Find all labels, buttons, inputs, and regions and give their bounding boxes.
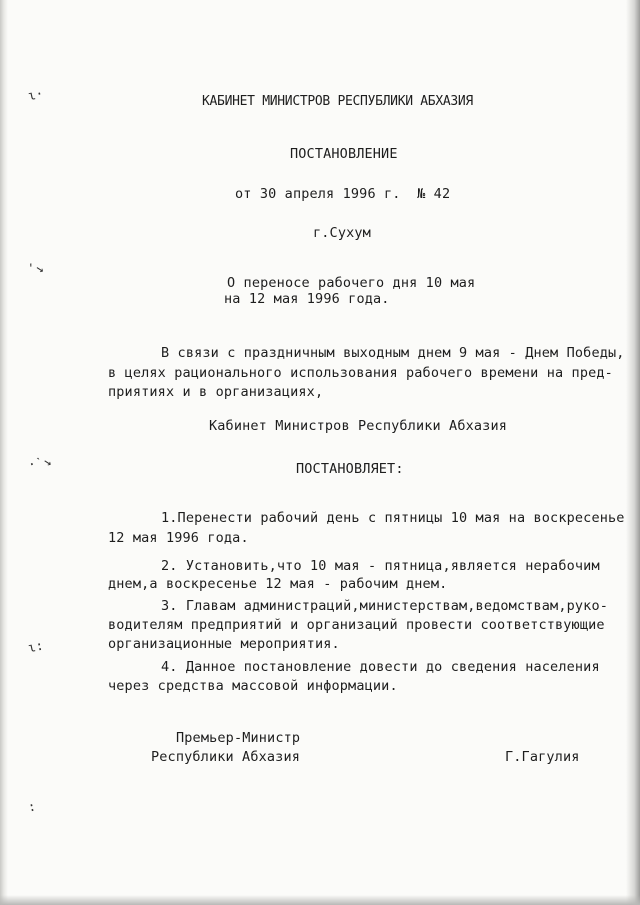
- subject-line-2: на 12 мая 1996 года.: [224, 291, 390, 307]
- item-4-line-2: через средства массовой информации.: [108, 678, 398, 694]
- preamble-line-3: приятиях и в организациях,: [108, 384, 324, 400]
- signatory-name: Г.Гагулия: [505, 749, 580, 765]
- scan-edge-left: [0, 0, 8, 905]
- scan-artifact: ɩ·: [26, 86, 46, 105]
- city: г.Сухум: [313, 225, 371, 241]
- item-3-line-1: 3. Главам администраций,министерствам,ведомствам,руко-: [161, 598, 608, 614]
- scan-artifact: ɩ:: [26, 638, 46, 657]
- subject-line-1: О переносе рабочего дня 10 мая: [227, 275, 476, 291]
- scan-artifact: ·ˋ↘: [26, 453, 53, 474]
- item-4-line-1: 4. Данное постановление довести до сведения населения: [161, 659, 600, 675]
- item-2-line-2: днем,а воскресенье 12 мая - рабочим днем.: [108, 576, 448, 592]
- document-type: ПОСТАНОВЛЕНИЕ: [290, 146, 398, 162]
- signatory-title-line-1: Премьер-Министр: [176, 730, 301, 746]
- item-1-line-1: 1.Перенести рабочий день с пятницы 10 мая на воскресенье: [161, 510, 625, 526]
- issuer: Кабинет Министров Республики Абхазия: [209, 418, 507, 434]
- scan-artifact: :: [26, 799, 38, 816]
- preamble-line-1: В связи с праздничным выходным днем 9 мая - Днем Победы,: [161, 345, 625, 361]
- decree-word: ПОСТАНОВЛЯЕТ:: [296, 461, 404, 477]
- signatory-title-line-2: Республики Абхазия: [151, 749, 300, 765]
- scan-edge-bottom: [0, 895, 640, 905]
- scan-artifact: ʹ↘: [26, 260, 46, 279]
- scan-edge-right: [626, 0, 640, 905]
- item-2-line-1: 2. Установить,что 10 мая - пятница,является нерабочим: [161, 558, 600, 574]
- item-1-line-2: 12 мая 1996 года.: [108, 530, 249, 546]
- cabinet-heading: КАБИНЕТ МИНИСТРОВ РЕСПУБЛИКИ АБХАЗИЯ: [202, 94, 473, 109]
- item-3-line-2: водителям предприятий и организаций провести соответствующие: [108, 617, 605, 633]
- item-3-line-3: организационные мероприятия.: [108, 636, 340, 652]
- preamble-line-2: в целях рационального использования рабочего времени на пред-: [108, 365, 613, 381]
- date-and-number: от 30 апреля 1996 г. № 42: [235, 186, 451, 202]
